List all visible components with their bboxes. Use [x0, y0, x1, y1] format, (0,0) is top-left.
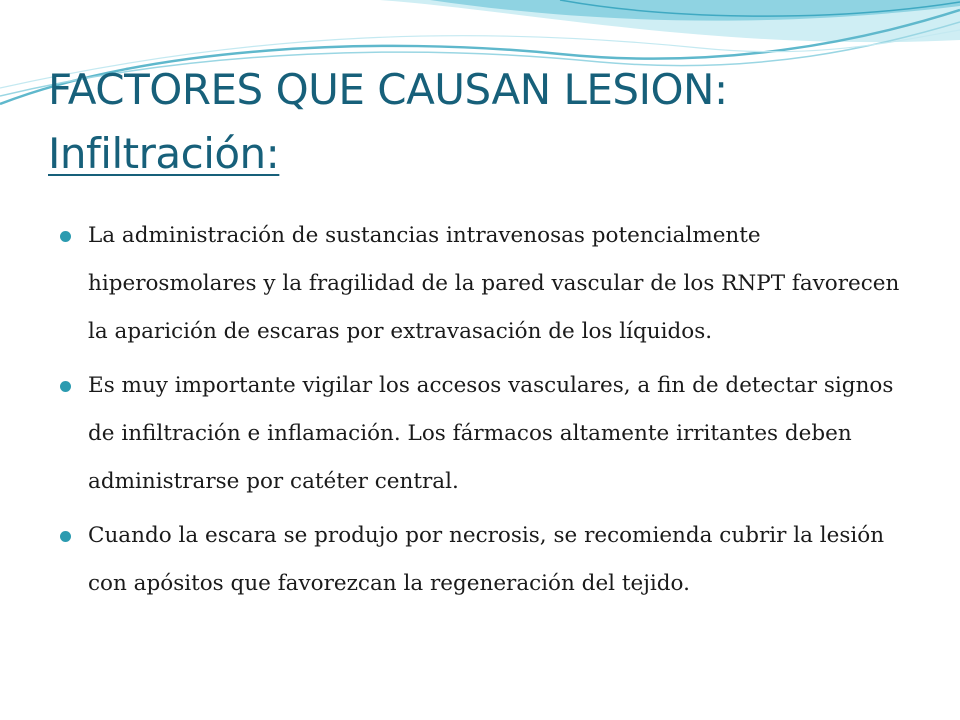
bullet-text: Es muy importante vigilar los accesos vasculares, a fin de detectar signos de infiltración e inflamación. Los fármacos altamente irritantes deben administrarse por catéter central.: [88, 373, 894, 494]
bullet-text: Cuando la escara se produjo por necrosis, se recomienda cubrir la lesión con apósitos que favorezcan la regeneración del tejido.: [88, 523, 885, 596]
slide-title-sub: Infiltración:: [48, 129, 280, 178]
bullet-item: [60, 512, 920, 608]
bullet-item: [60, 362, 920, 506]
bullet-list: [60, 212, 920, 614]
bullet-text: La administración de sustancias intravenosas potencialmente hiperosmolares y la fragilidad de la pared vascular de los RNPT favorecen la aparición de escaras por extravasación de los líquidos.: [88, 223, 900, 344]
bullet-item: [60, 212, 920, 356]
bullet-dot-icon: [60, 231, 71, 242]
bullet-dot-icon: [60, 381, 71, 392]
slide-title-main: FACTORES QUE CAUSAN LESION:: [48, 65, 728, 114]
bullet-dot-icon: [60, 531, 71, 542]
slide-title: [48, 58, 928, 186]
